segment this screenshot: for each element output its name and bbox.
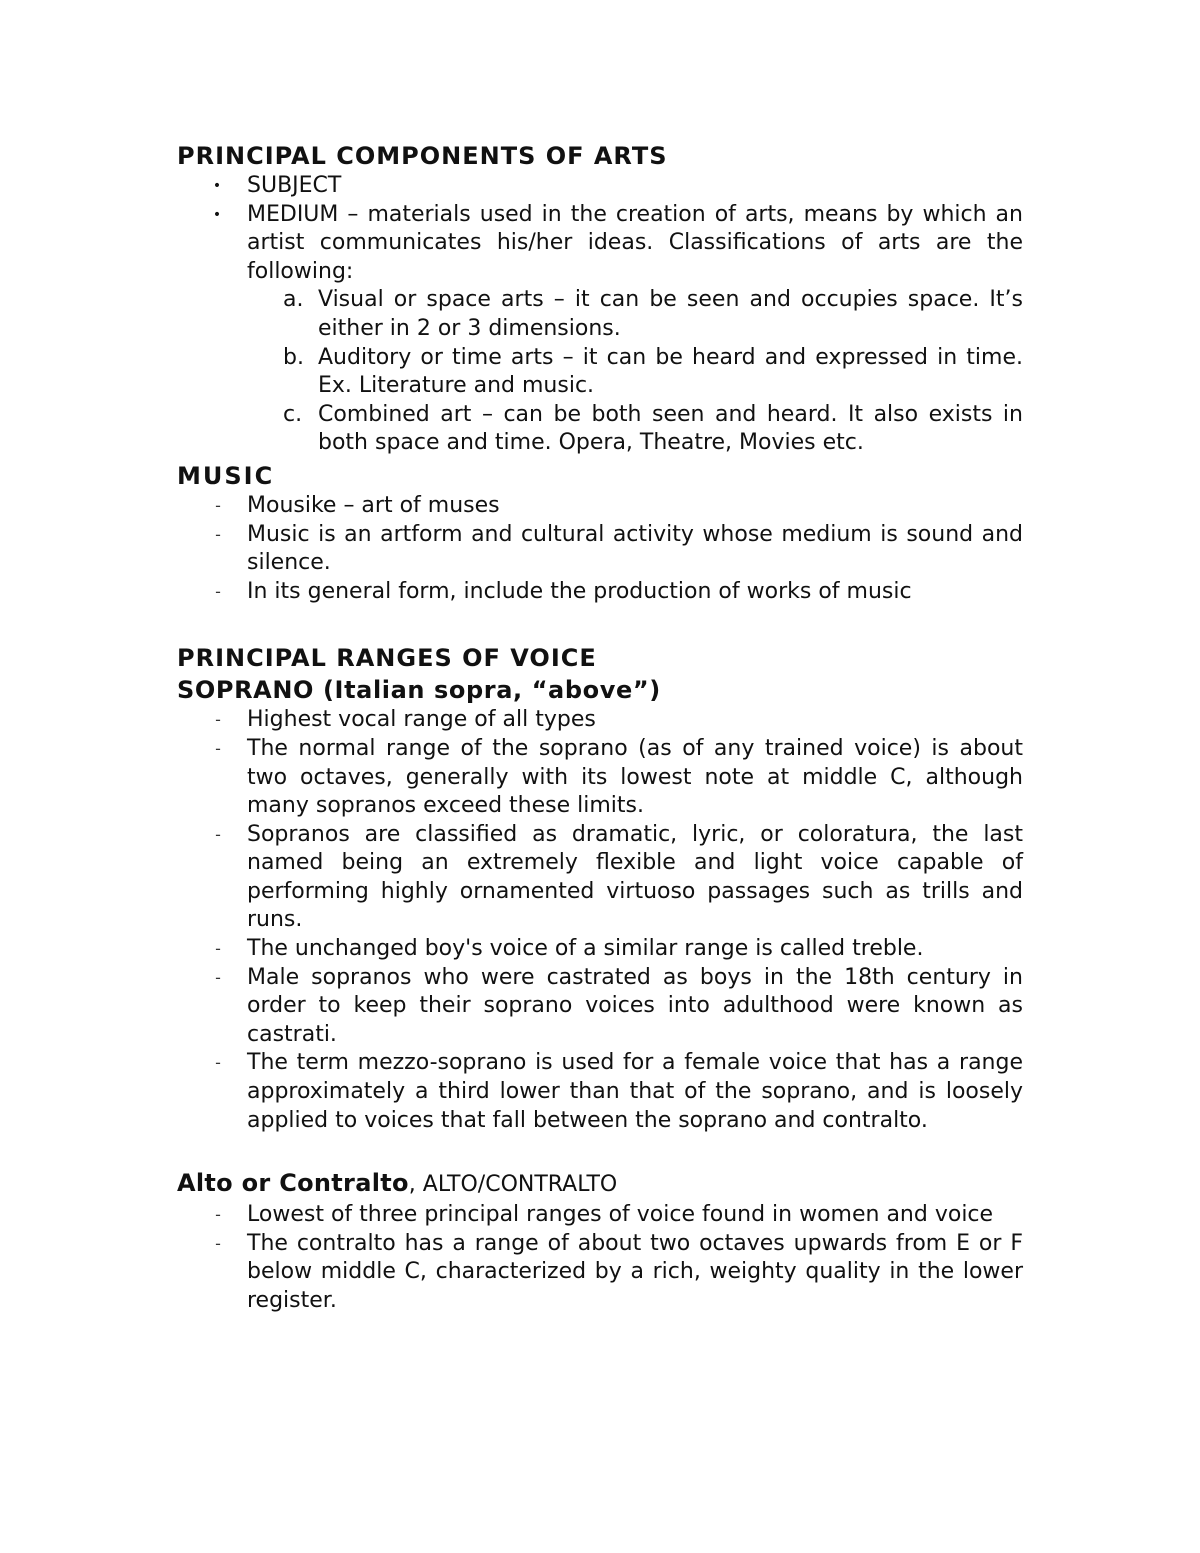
sub-marker: c. [283,401,303,427]
dash-marker: - [215,524,221,544]
list-item-text: In its general form, include the production of works of music [247,578,912,604]
list-item [177,172,1023,201]
list-item-text: Lowest of three principal ranges of voice found in women and voice [247,1202,994,1228]
list-item [177,735,1023,821]
sub-item-text: Auditory or time arts – it can be heard and expressed in time. Ex. Literature and music. [318,344,1023,399]
sub-marker: a. [283,287,304,313]
list-item [177,935,1023,964]
list-item [177,201,1023,287]
music-list [177,492,1023,606]
sub-marker: b. [283,344,304,370]
sub-item-text: Visual or space arts – it can be seen and occupies space. It’s either in 2 or 3 dimensions. [318,287,1023,341]
ranges-heading: PRINCIPAL RANGES OF VOICE [177,644,597,673]
sub-list-item [177,286,1023,343]
list-item [177,964,1023,1050]
list-item-text: Highest vocal range of all types [247,707,596,733]
dash-marker: - [215,710,221,730]
bullet-marker: • [212,206,222,223]
list-item [177,1201,1023,1230]
alto-heading-suffix: , ALTO/CONTRALTO [408,1172,618,1198]
list-item [177,706,1023,735]
list-item-text: The term mezzo-soprano is used for a female voice that has a range approximately a third lower than that of the soprano, and is loosely applied to voices that fall between the soprano and contralto. [247,1050,1023,1133]
sub-list-item [177,401,1023,458]
classification-list [177,286,1023,458]
list-item [177,578,1023,607]
soprano-list [177,706,1023,1135]
alto-heading [177,1167,1023,1201]
list-item-text: Mousike – art of muses [247,492,500,518]
list-item-text: Male sopranos who were castrated as boys in the 18th century in order to keep their soprano voices into adulthood were known as castrati. [247,964,1023,1047]
list-item-text: SUBJECT [247,173,342,198]
list-item-text: MEDIUM – materials used in the creation of arts, means by which an artist communicates his/her ideas. Classifications of arts are the following: [247,201,1023,284]
components-list [177,172,1023,286]
dash-marker: - [215,939,221,959]
dash-marker: - [215,1233,221,1253]
dash-marker: - [215,1205,221,1225]
dash-marker: - [215,495,221,515]
document-page [177,140,1023,1316]
list-item-text: Music is an artform and cultural activity whose medium is sound and silence. [247,521,1023,576]
alto-list [177,1201,1023,1315]
sub-list-item [177,344,1023,401]
alto-heading-title: Alto or Contralto [177,1169,409,1198]
dash-marker: - [215,824,221,844]
dash-marker: - [215,738,221,758]
soprano-heading: SOPRANO (Italian sopra, “above”) [177,676,661,705]
list-item [177,821,1023,935]
music-heading: MUSIC [177,461,275,490]
dash-marker: - [215,1053,221,1073]
dash-marker: - [215,967,221,987]
classification-list-wrap [107,286,1023,458]
list-item-text: Sopranos are classified as dramatic, lyric, or coloratura, the last named being an extremely flexible and light voice capable of performing highly ornamented virtuoso passages such as trills and runs. [247,821,1023,933]
list-item [177,1230,1023,1316]
list-item-text: The unchanged boy's voice of a similar range is called treble. [247,936,924,962]
sub-item-text: Combined art – can be both seen and heard. It also exists in both space and time. Opera, Theatre, Movies etc. [318,401,1023,456]
bullet-marker: • [212,178,222,194]
list-item [177,521,1023,578]
list-item [177,492,1023,521]
list-item [177,1049,1023,1135]
list-item-text: The normal range of the soprano (as of any trained voice) is about two octaves, generally with its lowest note at middle C, although many sopranos exceed these limits. [247,735,1023,819]
components-heading: PRINCIPAL COMPONENTS OF ARTS [177,142,668,170]
dash-marker: - [215,581,221,601]
list-item-text: The contralto has a range of about two octaves upwards from E or F below middle C, characterized by a rich, weighty quality in the lower register. [247,1230,1023,1313]
